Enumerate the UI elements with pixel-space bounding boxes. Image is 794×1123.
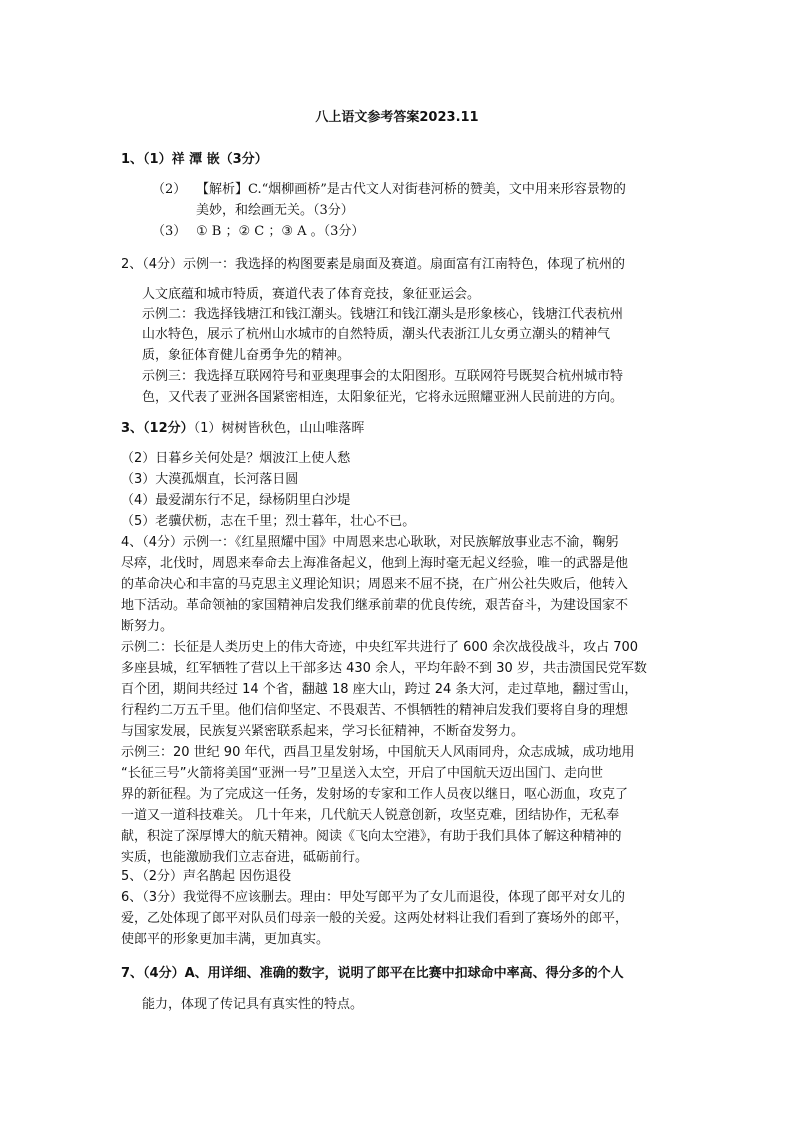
q4-line-11: 示例三：20 世纪 90 年代，西昌卫星发射场，中国航天人风雨同舟，众志成城，成功地用 [121,745,635,760]
q4-line-5: 断努力。 [121,619,174,634]
q7-line-2: 能力，体现了传记具有真实性的特点。 [142,997,364,1012]
q3-answer-3: （3）大漠孤烟直，长河落日圆 [121,472,299,487]
q4-line-4: 地下活动。革命领袖的家国精神启发我们继承前辈的优良传统，艰苦奋斗，为建设国家不 [121,598,629,613]
q3-line-1 [121,419,364,439]
q6-line-2: 爱，乙处体现了郎平对队员们母亲一般的关爱。这两处材料让我们看到了赛场外的郎平， [121,911,629,926]
q4-line-6: 示例二：长征是人类历史上的伟大奇迹，中央红军共进行了 600 余次战役战斗，攻占 700 [121,640,639,655]
q4-line-3: 的革命决心和丰富的马克思主义理论知识；周恩来不屈不挠，在广州公社失败后，他转入 [121,577,629,592]
q1-part2-line-1: 【解析】C.“烟柳画桥”是古代文人对街巷河桥的赞美，文中用来形容景物的 [196,182,626,197]
q1-line-1: 1、（1）祥 潭 嵌（3分） [121,152,268,167]
q5-line-1: 5、（2分）声名鹊起 因伤退役 [121,869,292,884]
q3-answer-4: （4）最爱湖东行不足，绿杨阴里白沙堤 [121,493,351,508]
q4-line-15: 献，积淀了深厚博大的航天精神。阅读《飞向太空港》，有助于我们具体了解这种精神的 [121,829,622,844]
q2-line-1: 2、（4分）示例一：我选择的构图要素是扇面及赛道。扇面富有江南特色，体现了杭州的 [121,257,626,272]
q2-line-6: 示例三：我选择互联网符号和亚奥理事会的太阳图形。互联网符号既契合杭州城市特 [142,369,624,384]
q1-part2-line-2: 美妙，和绘画无关。（3分） [196,203,354,218]
q3-answer-5: （5）老骥伏枥，志在千里；烈士暮年，壮心不已。 [121,514,416,529]
q1-part2-number: （2） [152,182,187,197]
q4-line-9: 行程约二万五千里。他们信仰坚定、不畏艰苦、不惧牺牲的精神启发我们要将自身的理想 [121,703,629,718]
q4-line-16: 实质，也能激励我们立志奋进，砥砺前行。 [121,850,369,865]
q2-line-3: 示例二：我选择钱塘江和钱江潮头。钱塘江和钱江潮头是形象核心，钱塘江代表杭州 [142,307,624,322]
q2-line-2: 人文底蕴和城市特质，赛道代表了体育竞技，象征亚运会。 [142,287,481,302]
q4-line-14: 一道又一道科技难关。 几十年来，几代航天人锐意创新，攻坚克难，团结协作，无私奉 [121,808,620,823]
q2-line-5: 质，象征体育健儿奋勇争先的精神。 [142,348,351,363]
q3-answer-2: （2）日暮乡关何处是？烟波江上使人愁 [121,451,351,466]
q4-line-12: “长征三号”火箭将美国“亚洲一号”卫星送入太空，开启了中国航天迈出国门、走向世 [121,766,603,781]
q1-part3-answers: ① B ；② C ；③ A 。（3分） [196,224,365,239]
q4-line-2: 尽瘁，北伐时，周恩来奉命去上海准备起义，他到上海时毫无起义经验，唯一的武器是他 [121,556,629,571]
q4-line-1: 4、（4分）示例一：《红星照耀中国》中周恩来忠心耿耿，对民族解放事业志不渝，鞠躬 [121,535,619,550]
q2-line-7: 色，又代表了亚洲各国紧密相连，太阳象征光，它将永远照耀亚洲人民前进的方向。 [142,390,624,405]
q4-line-13: 界的新征程。为了完成这一任务，发射场的专家和工作人员夜以继日，呕心沥血，攻克了 [121,787,629,802]
q6-line-1: 6、（3分）我觉得不应该删去。理由：甲处写郎平为了女儿而退役，体现了郎平对女儿的 [121,890,626,905]
q4-line-10: 与国家发展，民族复兴紧密联系起来，学习长征精神，不断奋发努力。 [121,724,525,739]
q1-part3-number: （3） [152,224,187,239]
q4-line-7: 多座县城，红军牺牲了营以上干部多达 430 余人，平均年龄不到 30 岁，共击溃国民党军数 [121,661,647,676]
q7-text: 7、（4分）A、用详细、准确的数字，说明了郎平在比赛中扣球命中率高、得分多的个人 [121,966,624,981]
q7-line-1 [121,964,624,984]
q2-line-4: 山水特色，展示了杭州山水城市的自然特质，潮头代表浙江儿女勇立潮头的精神气 [142,327,611,342]
q3-heading: 3、（12分） [121,421,194,436]
q3-answer-1: （1）树树皆秋色，山山唯落晖 [193,421,365,436]
q6-line-3: 使郎平的形象更加丰满，更加真实。 [121,932,330,947]
page-title: 八上语文参考答案2023.11 [315,110,479,125]
q4-line-8: 百个团，期间共经过 14 个省，翻越 18 座大山，跨过 24 条大河，走过草地，翻过雪山， [121,682,638,697]
